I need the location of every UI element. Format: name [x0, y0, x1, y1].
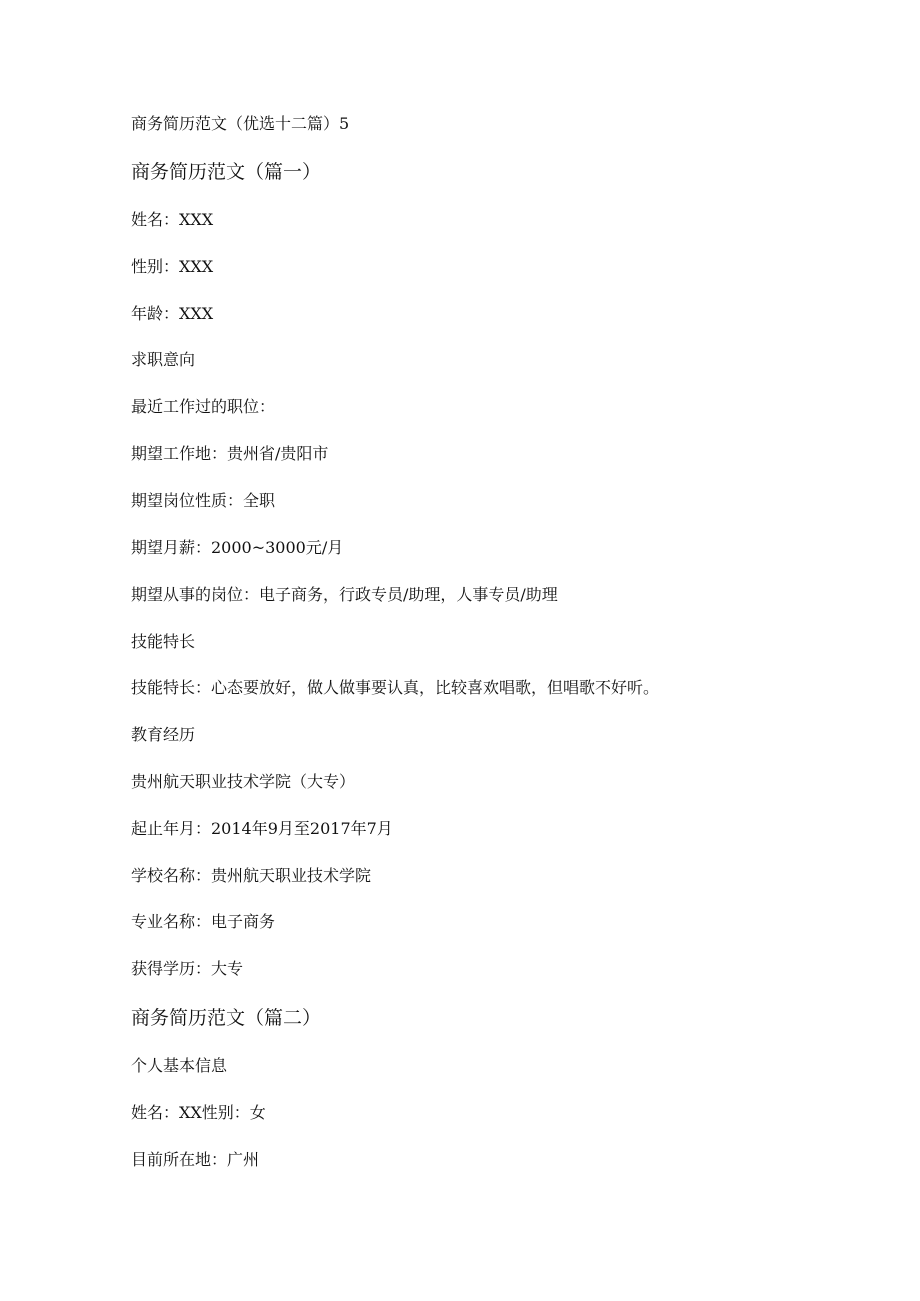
expected-positions-field: 期望从事的岗位：电子商务，行政专员/助理，人事专员/助理 [131, 585, 558, 604]
document-title: 商务简历范文（优选十二篇）5 [131, 114, 350, 133]
section1-heading: 商务简历范文（篇一） [131, 161, 322, 183]
gender-field: 性别：XXX [131, 257, 214, 276]
section2-heading: 商务简历范文（篇二） [131, 1007, 322, 1029]
name-field: 姓名：XXX [131, 210, 214, 229]
expected-location-field: 期望工作地：贵州省/贵阳市 [131, 444, 329, 463]
school-name-field: 学校名称：贵州航天职业技术学院 [131, 866, 372, 885]
age-field: 年龄：XXX [131, 304, 214, 323]
skills-heading: 技能特长 [131, 632, 196, 651]
job-intent-heading: 求职意向 [131, 350, 196, 369]
location-field: 目前所在地：广州 [131, 1150, 260, 1169]
name-gender-field: 姓名：XX性别：女 [131, 1103, 266, 1122]
basic-info-heading: 个人基本信息 [131, 1056, 228, 1075]
degree-field: 获得学历：大专 [131, 959, 244, 978]
major-field: 专业名称：电子商务 [131, 912, 276, 931]
recent-position-field: 最近工作过的职位： [131, 397, 276, 416]
expected-nature-field: 期望岗位性质：全职 [131, 491, 276, 510]
education-heading: 教育经历 [131, 725, 196, 744]
school-entry: 贵州航天职业技术学院（大专） [131, 772, 356, 791]
skills-field: 技能特长：心态要放好，做人做事要认真，比较喜欢唱歌，但唱歌不好听。 [131, 678, 660, 697]
expected-salary-field: 期望月薪：2000~3000元/月 [131, 538, 344, 557]
period-field: 起止年月：2014年9月至2017年7月 [131, 819, 393, 838]
